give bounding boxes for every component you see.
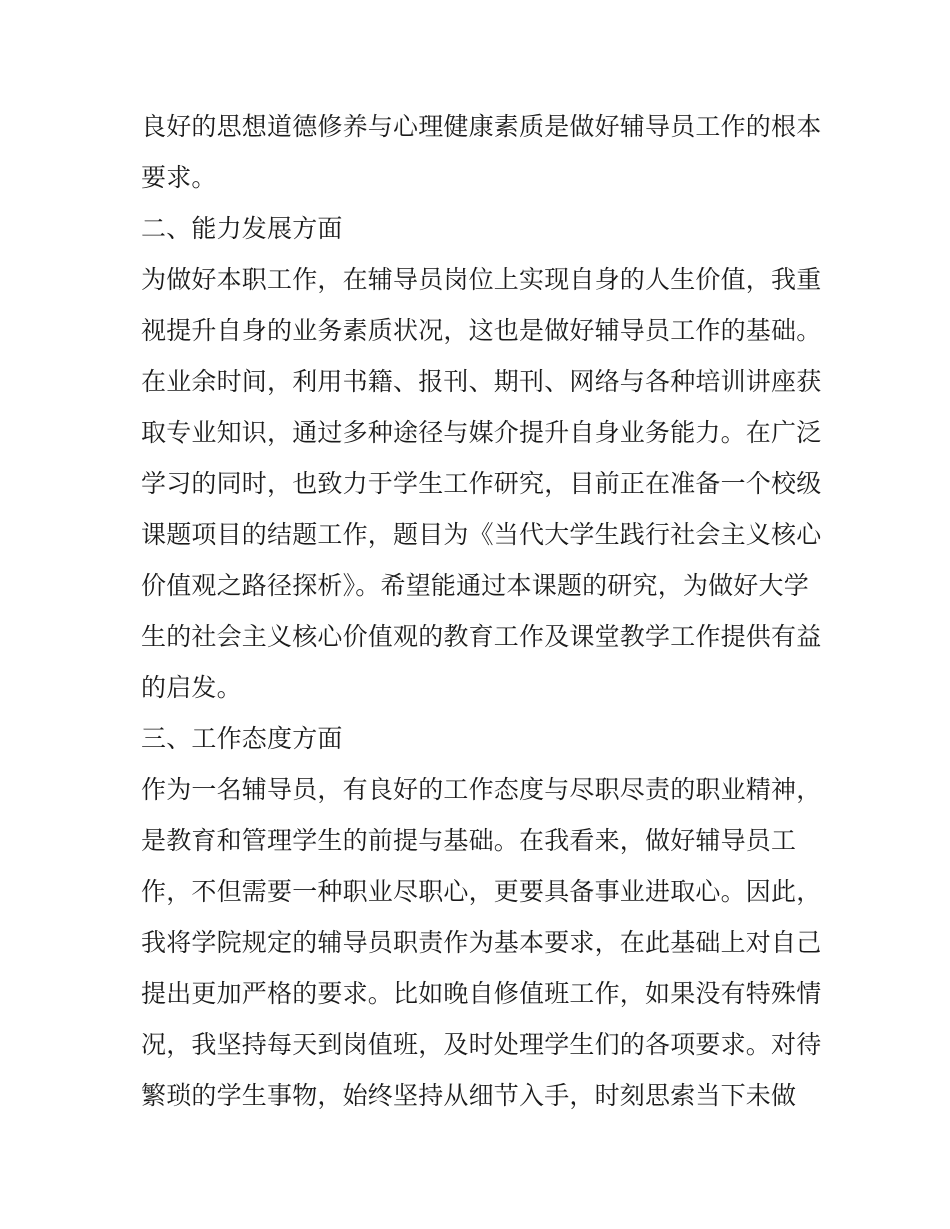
paragraph-line: 在业余时间，利用书籍、报刊、期刊、网络与各种培训讲座获 (141, 367, 822, 396)
paragraph-line: 作为一名辅导员，有良好的工作态度与尽职尽责的职业精神， (141, 775, 822, 804)
document-body (141, 101, 821, 1121)
paragraph-line: 我将学院规定的辅导员职责作为基本要求，在此基础上对自己 (141, 928, 822, 957)
paragraph-line: 繁琐的学生事物，始终坚持从细节入手，时刻思索当下未做 (141, 1081, 797, 1110)
section-heading-ability: 二、能力发展方面 (141, 214, 343, 243)
paragraph-line: 良好的思想道德修养与心理健康素质是做好辅导员工作的根本 (141, 112, 822, 141)
paragraph-line: 为做好本职工作，在辅导员岗位上实现自身的人生价值，我重 (141, 265, 822, 294)
paragraph-line: 价值观之路径探析》。希望能通过本课题的研究，为做好大学 (141, 571, 809, 600)
paragraph-line: 要求。 (141, 163, 217, 192)
paragraph-line: 的启发。 (141, 673, 242, 702)
paragraph-line: 况，我坚持每天到岗值班，及时处理学生们的各项要求。对待 (141, 1030, 822, 1059)
paragraph-line: 取专业知识，通过多种途径与媒介提升自身业务能力。在广泛 (141, 418, 822, 447)
section-heading-attitude: 三、工作态度方面 (141, 724, 343, 753)
paragraph-line: 学习的同时，也致力于学生工作研究，目前正在准备一个校级 (141, 469, 822, 498)
paragraph-line: 生的社会主义核心价值观的教育工作及课堂教学工作提供有益 (141, 622, 822, 651)
paragraph-line: 作，不但需要一种职业尽职心，更要具备事业进取心。因此， (141, 877, 822, 906)
paragraph-line: 视提升自身的业务素质状况，这也是做好辅导员工作的基础。 (141, 316, 822, 345)
paragraph-line: 是教育和管理学生的前提与基础。在我看来，做好辅导员工 (141, 826, 797, 855)
paragraph-line: 课题项目的结题工作，题目为《当代大学生践行社会主义核心 (141, 520, 822, 549)
paragraph-line: 提出更加严格的要求。比如晚自修值班工作，如果没有特殊情 (141, 979, 822, 1008)
